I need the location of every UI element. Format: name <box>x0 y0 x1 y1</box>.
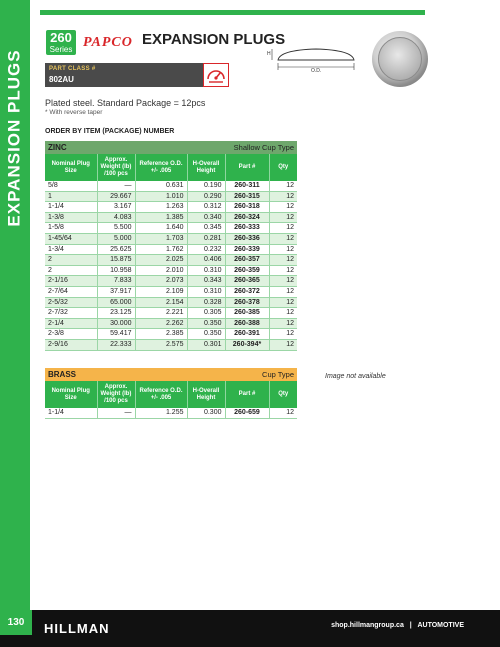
description-note: * With reverse taper <box>45 109 103 116</box>
cell-part-number: 260-357 <box>225 255 269 266</box>
cell-weight: 10.958 <box>97 265 135 276</box>
brass-table <box>45 368 297 419</box>
cell-nominal-size: 2 <box>45 255 97 266</box>
cell-part-number: 260-315 <box>225 191 269 202</box>
cell-weight: — <box>97 181 135 191</box>
cell-overall-height: 0.343 <box>187 276 225 287</box>
cell-overall-height: 0.310 <box>187 286 225 297</box>
cell-part-number: 260-659 <box>225 408 269 418</box>
cell-part-number: 260-336 <box>225 233 269 244</box>
cell-nominal-size: 2-7/64 <box>45 286 97 297</box>
cell-overall-height: 0.312 <box>187 202 225 213</box>
cell-weight: — <box>97 408 135 418</box>
cell-overall-height: 0.232 <box>187 244 225 255</box>
cell-part-number: 260-311 <box>225 181 269 191</box>
cell-weight: 25.625 <box>97 244 135 255</box>
cell-overall-height: 0.350 <box>187 318 225 329</box>
cell-qty: 12 <box>269 202 297 213</box>
cell-overall-height: 0.328 <box>187 297 225 308</box>
col-qty: Qty <box>269 381 297 408</box>
table-row <box>45 212 297 223</box>
cell-weight: 5.500 <box>97 223 135 234</box>
cell-nominal-size: 1-1/4 <box>45 408 97 418</box>
cell-reference-od: 2.010 <box>135 265 187 276</box>
cell-weight: 30.000 <box>97 318 135 329</box>
cell-weight: 29.667 <box>97 191 135 202</box>
cell-reference-od: 1.385 <box>135 212 187 223</box>
cell-qty: 12 <box>269 339 297 350</box>
table-row <box>45 318 297 329</box>
cell-overall-height: 0.281 <box>187 233 225 244</box>
cell-overall-height: 0.310 <box>187 265 225 276</box>
papco-logo: PAPCO <box>83 35 133 50</box>
cell-weight: 37.917 <box>97 286 135 297</box>
table-row <box>45 244 297 255</box>
zinc-table <box>45 141 297 351</box>
cell-part-number: 260-394* <box>225 339 269 350</box>
table-row <box>45 223 297 234</box>
table-row <box>45 255 297 266</box>
cell-reference-od: 1.010 <box>135 191 187 202</box>
cell-weight: 65.000 <box>97 297 135 308</box>
cell-nominal-size: 1-3/4 <box>45 244 97 255</box>
cell-part-number: 260-391 <box>225 329 269 340</box>
cell-overall-height: 0.301 <box>187 339 225 350</box>
cell-weight: 59.417 <box>97 329 135 340</box>
cell-overall-height: 0.350 <box>187 329 225 340</box>
cell-qty: 12 <box>269 181 297 191</box>
cell-overall-height: 0.340 <box>187 212 225 223</box>
table-row <box>45 308 297 319</box>
cell-reference-od: 1.640 <box>135 223 187 234</box>
cell-qty: 12 <box>269 308 297 319</box>
cell-overall-height: 0.345 <box>187 223 225 234</box>
cell-part-number: 260-388 <box>225 318 269 329</box>
cell-reference-od: 2.025 <box>135 255 187 266</box>
cell-weight: 3.167 <box>97 202 135 213</box>
cell-part-number: 260-372 <box>225 286 269 297</box>
cell-overall-height: 0.290 <box>187 191 225 202</box>
cell-reference-od: 1.255 <box>135 408 187 418</box>
plug-dimension-diagram <box>266 44 366 83</box>
cell-weight: 15.875 <box>97 255 135 266</box>
cell-weight: 23.125 <box>97 308 135 319</box>
cell-reference-od: 2.262 <box>135 318 187 329</box>
table-row <box>45 339 297 350</box>
cell-nominal-size: 2-1/16 <box>45 276 97 287</box>
cell-reference-od: 2.109 <box>135 286 187 297</box>
cell-qty: 12 <box>269 297 297 308</box>
table-row <box>45 233 297 244</box>
series-number: 260 <box>50 30 72 45</box>
side-label: EXPANSION PLUGS <box>5 49 24 227</box>
cell-nominal-size: 2-9/16 <box>45 339 97 350</box>
table-row <box>45 297 297 308</box>
cell-overall-height: 0.305 <box>187 308 225 319</box>
cell-part-number: 260-318 <box>225 202 269 213</box>
cell-qty: 12 <box>269 255 297 266</box>
series-badge <box>46 30 76 55</box>
cell-part-number: 260-385 <box>225 308 269 319</box>
cell-nominal-size: 2-1/4 <box>45 318 97 329</box>
cell-weight: 7.833 <box>97 276 135 287</box>
footer-section: AUTOMOTIVE <box>417 622 464 629</box>
col-nominal-size: Nominal Plug Size <box>45 381 97 408</box>
cell-nominal-size: 1 <box>45 191 97 202</box>
order-heading: ORDER BY ITEM (PACKAGE) NUMBER <box>45 128 175 135</box>
cell-reference-od: 2.385 <box>135 329 187 340</box>
diagram-h-label: H <box>267 51 271 57</box>
col-reference-od: Reference O.D. +/- .005 <box>135 154 187 181</box>
zinc-type-label: Shallow Cup Type <box>187 141 297 154</box>
cell-nominal-size: 1-5/8 <box>45 223 97 234</box>
cell-part-number: 260-378 <box>225 297 269 308</box>
page-number: 130 <box>0 610 32 635</box>
cell-nominal-size: 2 <box>45 265 97 276</box>
cell-nominal-size: 2-5/32 <box>45 297 97 308</box>
speedometer-icon <box>203 63 229 87</box>
col-weight: Approx. Weight (lb) /100 pcs <box>97 381 135 408</box>
table-row <box>45 202 297 213</box>
cell-qty: 12 <box>269 223 297 234</box>
cell-nominal-size: 2-7/32 <box>45 308 97 319</box>
cell-reference-od: 2.073 <box>135 276 187 287</box>
cell-nominal-size: 1-3/8 <box>45 212 97 223</box>
col-qty: Qty <box>269 154 297 181</box>
cell-part-number: 260-365 <box>225 276 269 287</box>
cell-qty: 12 <box>269 265 297 276</box>
cell-overall-height: 0.406 <box>187 255 225 266</box>
cell-qty: 12 <box>269 191 297 202</box>
cell-qty: 12 <box>269 212 297 223</box>
table-row <box>45 329 297 340</box>
cell-qty: 12 <box>269 329 297 340</box>
part-class-label: PART CLASS # <box>49 66 96 72</box>
part-class-value: 802AU <box>49 75 74 84</box>
hillman-logo: HILLMAN <box>44 621 110 636</box>
col-part-number: Part # <box>225 381 269 408</box>
table-row <box>45 181 297 191</box>
footer-site-link[interactable]: shop.hillmangroup.ca <box>331 622 404 629</box>
cell-part-number: 260-324 <box>225 212 269 223</box>
cell-qty: 12 <box>269 233 297 244</box>
cell-reference-od: 1.703 <box>135 233 187 244</box>
cell-part-number: 260-359 <box>225 265 269 276</box>
expansion-plug-photo <box>372 31 428 87</box>
table-row <box>45 265 297 276</box>
brass-type-label: Cup Type <box>187 368 297 381</box>
page-title: EXPANSION PLUGS <box>142 31 286 48</box>
cell-weight: 5.000 <box>97 233 135 244</box>
cell-nominal-size: 5/8 <box>45 181 97 191</box>
table-row <box>45 408 297 418</box>
cell-reference-od: 0.631 <box>135 181 187 191</box>
brass-material-label: BRASS <box>45 368 187 381</box>
cell-reference-od: 1.762 <box>135 244 187 255</box>
cell-weight: 4.083 <box>97 212 135 223</box>
col-part-number: Part # <box>225 154 269 181</box>
top-rule <box>40 10 425 15</box>
cell-overall-height: 0.300 <box>187 408 225 418</box>
table-row <box>45 191 297 202</box>
footer-separator: | <box>409 622 412 629</box>
description: Plated steel. Standard Package = 12pcs <box>45 98 206 108</box>
col-overall-height: H-Overall Height <box>187 381 225 408</box>
cell-overall-height: 0.190 <box>187 181 225 191</box>
col-overall-height: H-Overall Height <box>187 154 225 181</box>
cell-nominal-size: 2-3/8 <box>45 329 97 340</box>
cell-qty: 12 <box>269 276 297 287</box>
col-nominal-size: Nominal Plug Size <box>45 154 97 181</box>
col-weight: Approx. Weight (lb) /100 pcs <box>97 154 135 181</box>
cell-reference-od: 2.575 <box>135 339 187 350</box>
footer-info <box>331 622 464 629</box>
cell-reference-od: 2.221 <box>135 308 187 319</box>
cell-reference-od: 1.263 <box>135 202 187 213</box>
cell-nominal-size: 1-45/64 <box>45 233 97 244</box>
part-class-bar <box>45 63 203 87</box>
cell-qty: 12 <box>269 244 297 255</box>
cell-nominal-size: 1-1/4 <box>45 202 97 213</box>
zinc-material-label: ZINC <box>45 141 187 154</box>
cell-part-number: 260-339 <box>225 244 269 255</box>
cell-reference-od: 2.154 <box>135 297 187 308</box>
image-not-available-note: Image not available <box>325 373 386 380</box>
cell-qty: 12 <box>269 318 297 329</box>
table-row <box>45 286 297 297</box>
cell-qty: 12 <box>269 408 297 418</box>
series-label: Series <box>49 45 73 54</box>
cell-qty: 12 <box>269 286 297 297</box>
diagram-od-label: O.D. <box>311 68 322 74</box>
cell-weight: 22.333 <box>97 339 135 350</box>
col-reference-od: Reference O.D. +/- .005 <box>135 381 187 408</box>
table-row <box>45 276 297 287</box>
cell-part-number: 260-333 <box>225 223 269 234</box>
